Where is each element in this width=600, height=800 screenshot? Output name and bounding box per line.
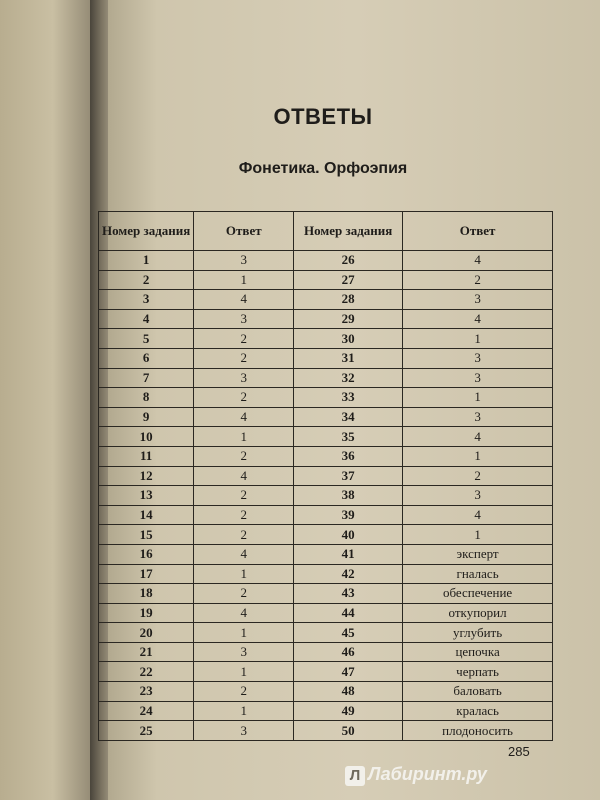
answer-cell: 4 [194, 544, 294, 564]
answer-cell: 4 [403, 251, 553, 271]
table-row [99, 329, 553, 349]
task-number-cell: 20 [99, 623, 194, 643]
answer-cell: 2 [194, 505, 294, 525]
answer-cell: гналась [403, 564, 553, 584]
table-row [99, 368, 553, 388]
table-row [99, 388, 553, 408]
answer-cell: кралась [403, 701, 553, 721]
answers-table [98, 211, 553, 741]
answer-cell: 3 [403, 486, 553, 506]
task-number-cell: 43 [294, 584, 403, 604]
table-row [99, 309, 553, 329]
task-number-cell: 10 [99, 427, 194, 447]
table-row [99, 251, 553, 271]
header-task-number-2: Номер задания [294, 212, 403, 251]
task-number-cell: 27 [294, 270, 403, 290]
task-number-cell: 8 [99, 388, 194, 408]
task-number-cell: 13 [99, 486, 194, 506]
task-number-cell: 23 [99, 682, 194, 702]
task-number-cell: 15 [99, 525, 194, 545]
task-number-cell: 39 [294, 505, 403, 525]
task-number-cell: 2 [99, 270, 194, 290]
answer-cell: 2 [403, 270, 553, 290]
table-row [99, 584, 553, 604]
answer-cell: плодоносить [403, 721, 553, 741]
task-number-cell: 19 [99, 603, 194, 623]
task-number-cell: 14 [99, 505, 194, 525]
task-number-cell: 35 [294, 427, 403, 447]
table-row [99, 466, 553, 486]
answer-cell: 3 [194, 251, 294, 271]
answer-cell: 4 [194, 466, 294, 486]
task-number-cell: 3 [99, 290, 194, 310]
answer-cell: 4 [403, 427, 553, 447]
answer-cell: 1 [403, 525, 553, 545]
table-row [99, 348, 553, 368]
answer-cell: 2 [194, 348, 294, 368]
table-row [99, 525, 553, 545]
task-number-cell: 21 [99, 642, 194, 662]
answer-cell: 1 [194, 662, 294, 682]
answer-cell: 3 [194, 309, 294, 329]
header-answer-1: Ответ [194, 212, 294, 251]
task-number-cell: 4 [99, 309, 194, 329]
task-number-cell: 24 [99, 701, 194, 721]
header-task-number-1: Номер задания [99, 212, 194, 251]
task-number-cell: 49 [294, 701, 403, 721]
table-row [99, 623, 553, 643]
table-row [99, 290, 553, 310]
answer-cell: 2 [194, 584, 294, 604]
task-number-cell: 46 [294, 642, 403, 662]
task-number-cell: 50 [294, 721, 403, 741]
task-number-cell: 16 [99, 544, 194, 564]
task-number-cell: 29 [294, 309, 403, 329]
task-number-cell: 7 [99, 368, 194, 388]
task-number-cell: 36 [294, 446, 403, 466]
task-number-cell: 38 [294, 486, 403, 506]
answer-cell: 1 [194, 623, 294, 643]
task-number-cell: 40 [294, 525, 403, 545]
labirint-watermark [345, 764, 487, 786]
task-number-cell: 30 [294, 329, 403, 349]
table-row [99, 446, 553, 466]
page-title: ОТВЕТЫ [273, 104, 373, 129]
table-row [99, 505, 553, 525]
task-number-cell: 26 [294, 251, 403, 271]
answer-cell: 3 [403, 348, 553, 368]
answer-cell: 3 [403, 290, 553, 310]
watermark-text: Лабиринт.ру [368, 764, 487, 784]
section-subtitle: Фонетика. Орфоэпия [238, 160, 408, 177]
answer-cell: 4 [194, 290, 294, 310]
task-number-cell: 47 [294, 662, 403, 682]
task-number-cell: 45 [294, 623, 403, 643]
answer-cell: баловать [403, 682, 553, 702]
task-number-cell: 17 [99, 564, 194, 584]
table-row [99, 544, 553, 564]
table-row [99, 407, 553, 427]
task-number-cell: 31 [294, 348, 403, 368]
answer-cell: 1 [403, 388, 553, 408]
answer-cell: углубить [403, 623, 553, 643]
answer-cell: 2 [194, 525, 294, 545]
answer-page [102, 0, 600, 800]
answer-cell: 3 [194, 368, 294, 388]
task-number-cell: 22 [99, 662, 194, 682]
answer-cell: 1 [194, 427, 294, 447]
table-row [99, 701, 553, 721]
answer-cell: 2 [194, 682, 294, 702]
answer-cell: 2 [194, 446, 294, 466]
table-row [99, 486, 553, 506]
answer-cell: эксперт [403, 544, 553, 564]
task-number-cell: 1 [99, 251, 194, 271]
table-row [99, 682, 553, 702]
page-number: 285 [508, 744, 530, 759]
task-number-cell: 33 [294, 388, 403, 408]
table-body [99, 251, 553, 741]
answer-cell: 4 [194, 603, 294, 623]
answer-cell: откупорил [403, 603, 553, 623]
labirint-logo-icon: Л [345, 766, 365, 786]
table-row [99, 270, 553, 290]
answer-cell: 1 [403, 329, 553, 349]
answer-cell: 1 [403, 446, 553, 466]
task-number-cell: 18 [99, 584, 194, 604]
task-number-cell: 11 [99, 446, 194, 466]
task-number-cell: 44 [294, 603, 403, 623]
answer-cell: 2 [194, 388, 294, 408]
task-number-cell: 5 [99, 329, 194, 349]
task-number-cell: 28 [294, 290, 403, 310]
answer-cell: 3 [194, 642, 294, 662]
header-answer-2: Ответ [403, 212, 553, 251]
answer-cell: 3 [194, 721, 294, 741]
answer-cell: 2 [403, 466, 553, 486]
task-number-cell: 6 [99, 348, 194, 368]
answer-cell: 3 [403, 368, 553, 388]
answer-cell: 1 [194, 701, 294, 721]
table-row [99, 603, 553, 623]
answer-cell: цепочка [403, 642, 553, 662]
task-number-cell: 12 [99, 466, 194, 486]
table-row [99, 662, 553, 682]
task-number-cell: 25 [99, 721, 194, 741]
answer-cell: 1 [194, 270, 294, 290]
table-header-row [99, 212, 553, 251]
answer-cell: 1 [194, 564, 294, 584]
task-number-cell: 32 [294, 368, 403, 388]
task-number-cell: 37 [294, 466, 403, 486]
task-number-cell: 42 [294, 564, 403, 584]
answer-cell: черпать [403, 662, 553, 682]
answer-cell: 4 [403, 309, 553, 329]
table-row [99, 564, 553, 584]
task-number-cell: 34 [294, 407, 403, 427]
answer-cell: 2 [194, 329, 294, 349]
table-row [99, 721, 553, 741]
table-row [99, 642, 553, 662]
answer-cell: 4 [403, 505, 553, 525]
task-number-cell: 48 [294, 682, 403, 702]
answer-cell: 2 [194, 486, 294, 506]
task-number-cell: 41 [294, 544, 403, 564]
answer-cell: 3 [403, 407, 553, 427]
answer-cell: обеспечение [403, 584, 553, 604]
task-number-cell: 9 [99, 407, 194, 427]
table-row [99, 427, 553, 447]
facing-page [0, 0, 96, 800]
answer-cell: 4 [194, 407, 294, 427]
